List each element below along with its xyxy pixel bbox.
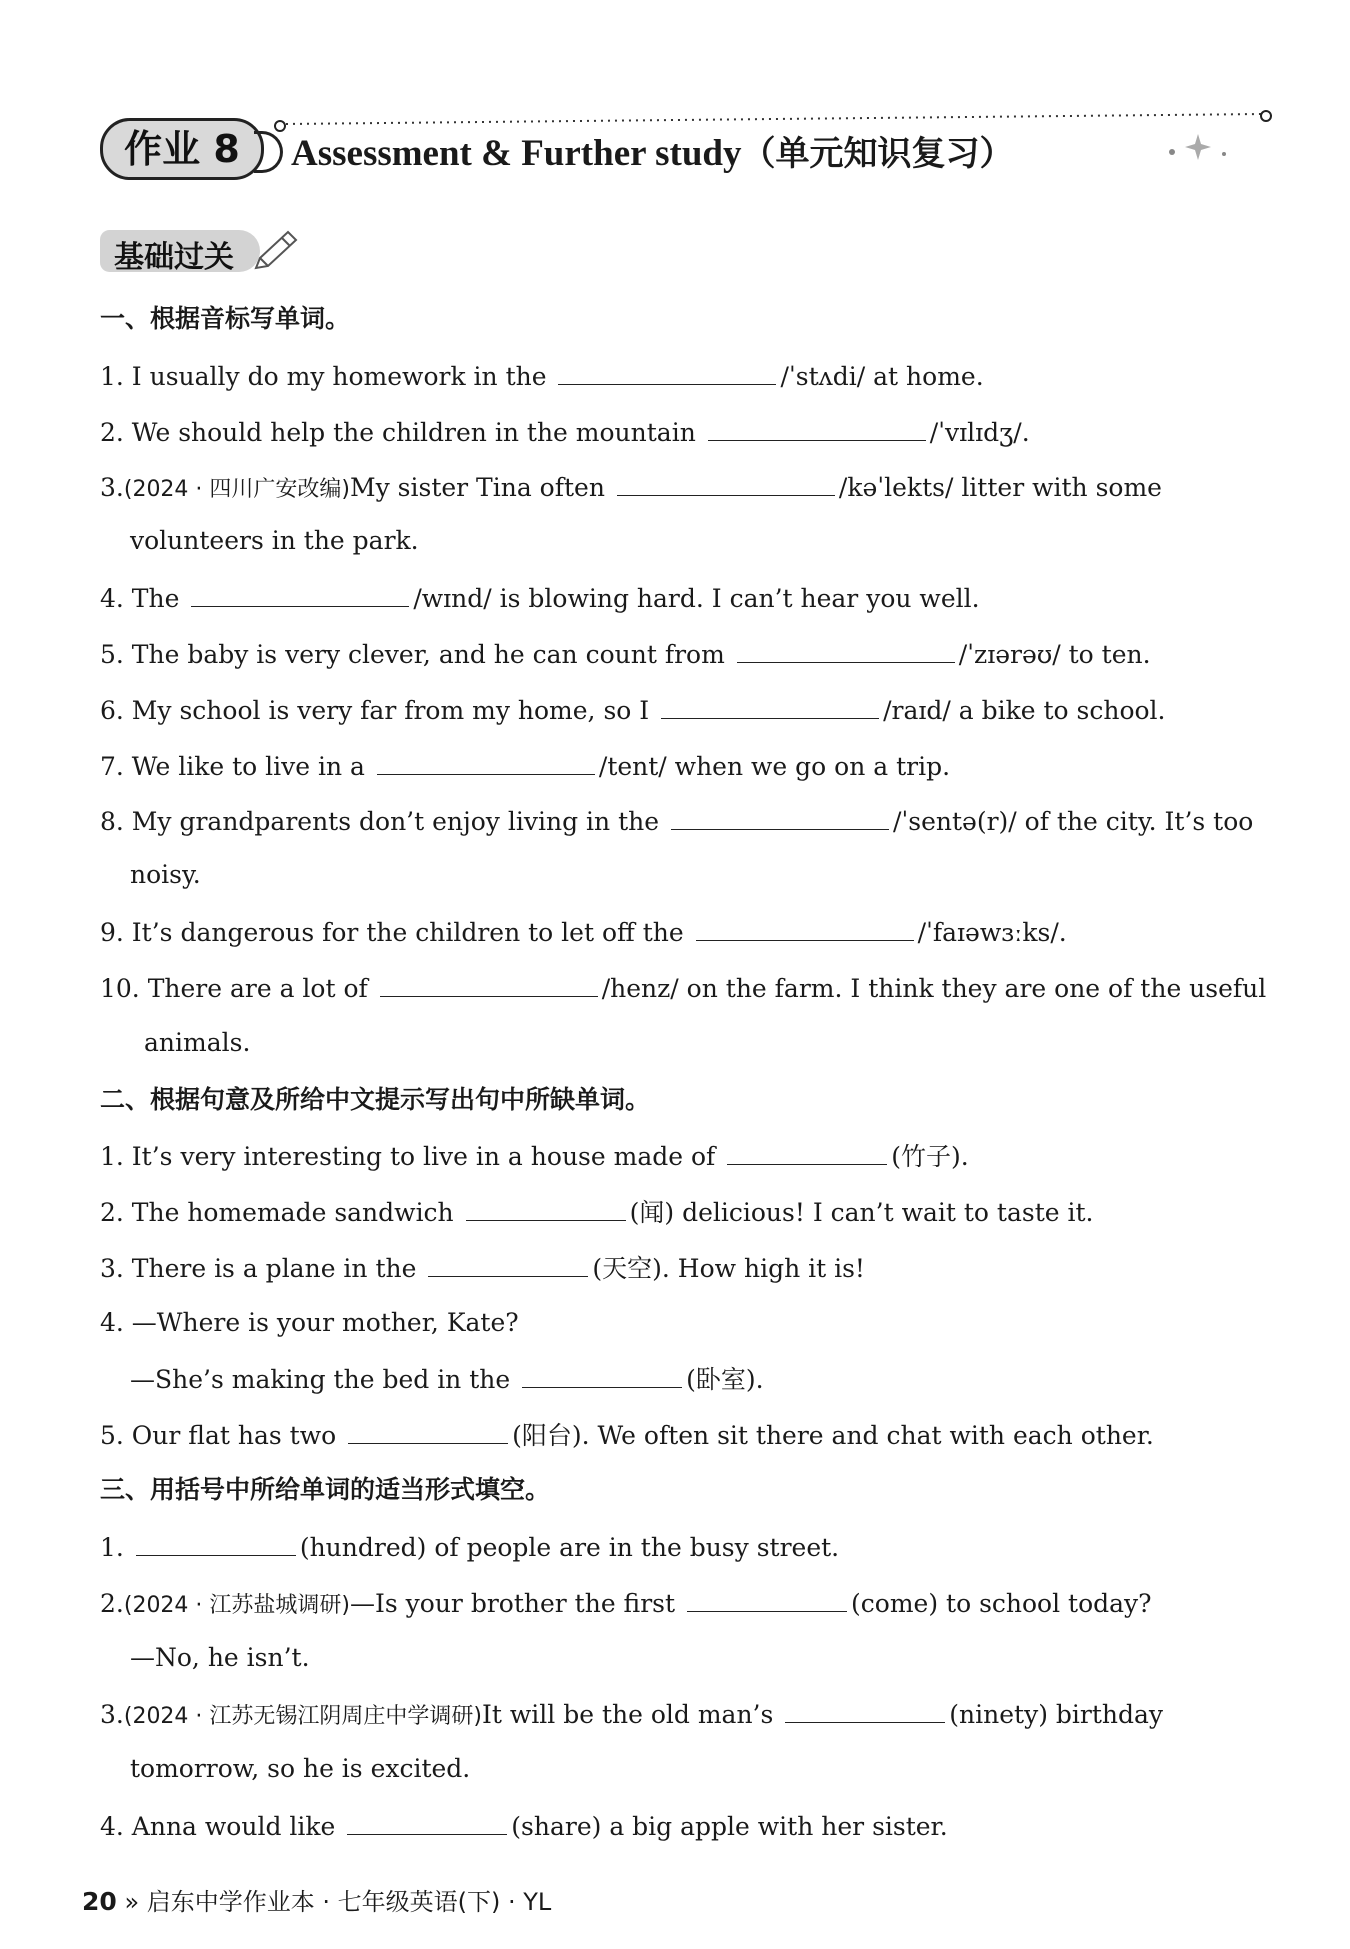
list-item: 5. Our flat has two (阳台). We often sit there and chat with each other.	[100, 1417, 1154, 1453]
list-item-continued: noisy.	[130, 860, 201, 889]
list-item: 2. We should help the children in the mountain /ˈvɪlɪdʒ/.	[100, 414, 1030, 450]
answer-blank[interactable]	[785, 1696, 945, 1723]
page-title	[291, 126, 1014, 175]
list-item-continued: volunteers in the park.	[130, 526, 419, 555]
source-note: (2024 · 江苏无锡江阴周庄中学调研)	[123, 1704, 482, 1729]
double-chevron-icon: »	[124, 1888, 140, 1916]
answer-blank[interactable]	[466, 1194, 626, 1221]
list-item: 1. I usually do my homework in the /ˈstʌdi/ at home.	[100, 358, 984, 394]
list-item: —She’s making the bed in the (卧室).	[130, 1361, 764, 1397]
book-title: 启东中学作业本 · 七年级英语(下) · YL	[146, 1888, 552, 1916]
list-item: 6. My school is very far from my home, so I /raɪd/ a bike to school.	[100, 692, 1166, 728]
sparkle-icon	[1164, 128, 1244, 168]
list-item: 1. It’s very interesting to live in a house made of (竹子).	[100, 1138, 969, 1174]
answer-blank[interactable]	[348, 1417, 508, 1444]
answer-blank[interactable]	[617, 469, 835, 496]
list-item: 1. (hundred) of people are in the busy street.	[100, 1529, 839, 1565]
answer-blank[interactable]	[737, 636, 955, 663]
list-item: 2.(2024 · 江苏盐城调研)—Is your brother the first (come) to school today?	[100, 1585, 1152, 1623]
answer-blank[interactable]	[661, 692, 879, 719]
list-item: 8. My grandparents don’t enjoy living in the /ˈsentə(r)/ of the city. It’s too	[100, 803, 1253, 839]
answer-blank[interactable]	[380, 970, 598, 997]
list-item: 3.(2024 · 江苏无锡江阴周庄中学调研)It will be the old man’s (ninety) birthday	[100, 1696, 1163, 1734]
page-header	[96, 98, 1276, 188]
part2-heading: 二、根据句意及所给中文提示写出句中所缺单词。	[100, 1085, 651, 1114]
answer-blank[interactable]	[428, 1250, 588, 1277]
section-tag-basic	[100, 228, 300, 274]
source-note: (2024 · 四川广安改编)	[123, 477, 350, 502]
section-tag-label: 基础过关	[114, 240, 234, 275]
list-item-continued: —No, he isn’t.	[130, 1643, 310, 1672]
part1-heading: 一、根据音标写单词。	[100, 304, 351, 333]
page-number: 20	[82, 1887, 117, 1916]
list-item-continued: animals.	[144, 1028, 251, 1057]
list-item: 9. It’s dangerous for the children to let off the /ˈfaɪəwɜːks/.	[100, 914, 1067, 950]
page-footer	[82, 1882, 551, 1917]
list-item: 2. The homemade sandwich (闻) delicious! I can’t wait to taste it.	[100, 1194, 1094, 1230]
list-item: 5. The baby is very clever, and he can count from /ˈzɪərəʊ/ to ten.	[100, 636, 1151, 672]
list-item: 4. —Where is your mother, Kate?	[100, 1308, 519, 1337]
list-item-continued: tomorrow, so he is excited.	[130, 1754, 471, 1783]
answer-blank[interactable]	[522, 1361, 682, 1388]
answer-blank[interactable]	[727, 1138, 887, 1165]
answer-blank[interactable]	[708, 414, 926, 441]
answer-blank[interactable]	[558, 358, 776, 385]
list-item: 4. The /wɪnd/ is blowing hard. I can’t hear you well.	[100, 580, 980, 616]
list-item: 4. Anna would like (share) a big apple with her sister.	[100, 1808, 948, 1844]
homework-badge: 作业 8	[100, 118, 264, 180]
source-note: (2024 · 江苏盐城调研)	[123, 1593, 350, 1618]
list-item: 3.(2024 · 四川广安改编)My sister Tina often /kəˈlekts/ litter with some	[100, 469, 1162, 507]
answer-blank[interactable]	[191, 580, 409, 607]
title-cn: （单元知识复习）	[741, 134, 1014, 174]
answer-blank[interactable]	[687, 1585, 847, 1612]
answer-blank[interactable]	[671, 803, 889, 830]
title-en: Assessment & Further study	[291, 133, 742, 174]
part3-heading: 三、用括号中所给单词的适当形式填空。	[100, 1475, 551, 1504]
answer-blank[interactable]	[136, 1529, 296, 1556]
list-item: 3. There is a plane in the (天空). How high it is!	[100, 1250, 865, 1286]
list-item: 10. There are a lot of /henz/ on the farm. I think they are one of the useful	[100, 970, 1266, 1006]
answer-blank[interactable]	[696, 914, 914, 941]
list-item: 7. We like to live in a /tent/ when we go on a trip.	[100, 748, 950, 784]
answer-blank[interactable]	[347, 1808, 507, 1835]
answer-blank[interactable]	[377, 748, 595, 775]
pencil-icon	[250, 228, 300, 274]
